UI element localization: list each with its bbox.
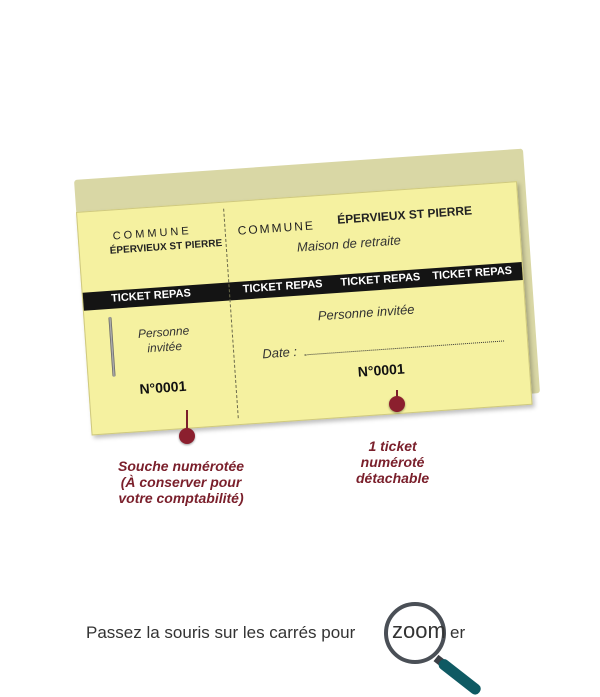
ticket-number: N°0001 [357, 360, 406, 380]
stub-city: ÉPERVIEUX ST PIERRE [109, 237, 223, 257]
meal-ticket-booklet[interactable] [76, 181, 533, 435]
magnifier-handle-icon [437, 657, 483, 696]
stub-callout [118, 458, 244, 506]
zoom-suffix: er [450, 623, 466, 642]
ticket-callout-line3: détachable [356, 470, 430, 486]
stub-band-label: TICKET REPAS [110, 287, 192, 305]
ticket-stub[interactable] [77, 203, 238, 435]
stub-guest [123, 322, 205, 358]
zoom-magnifier[interactable] [384, 602, 514, 682]
ticket-date-label: Date : [261, 343, 298, 362]
ticket-subtitle: Maison de retraite [296, 232, 402, 255]
ticket-guest: Personne invitée [317, 301, 415, 324]
ticket-callout-pin[interactable] [389, 396, 405, 412]
ticket-city: ÉPERVIEUX ST PIERRE [336, 203, 473, 227]
stub-commune-label: COMMUNE [112, 224, 193, 243]
stub-guest-line1: Personne [137, 323, 190, 341]
ticket-callout-line1: 1 ticket [368, 438, 417, 454]
stub-guest-line2: invitée [146, 338, 183, 356]
stub-number: N°0001 [138, 377, 187, 397]
zoom-instruction: Passez la souris sur les carrés pour [86, 623, 356, 642]
ticket-band-label-3: TICKET REPAS [431, 264, 513, 283]
ticket-commune-label: COMMUNE [237, 218, 316, 238]
stub-callout-line3: votre comptabilité) [118, 490, 244, 506]
ticket-callout-line2: numéroté [360, 454, 425, 470]
ticket-band-label-1: TICKET REPAS [242, 277, 323, 296]
ticket-date-line [304, 340, 504, 355]
ticket-band-label-2: TICKET REPAS [340, 271, 421, 289]
stub-callout-pin[interactable] [179, 428, 195, 444]
detachable-ticket[interactable] [224, 182, 532, 424]
zoom-word: zoom [392, 618, 446, 643]
staple-icon [108, 317, 115, 377]
ticket-callout [356, 438, 429, 486]
stub-callout-line1: Souche numérotée [118, 458, 245, 474]
stub-callout-line2: (À conserver pour [120, 474, 242, 490]
